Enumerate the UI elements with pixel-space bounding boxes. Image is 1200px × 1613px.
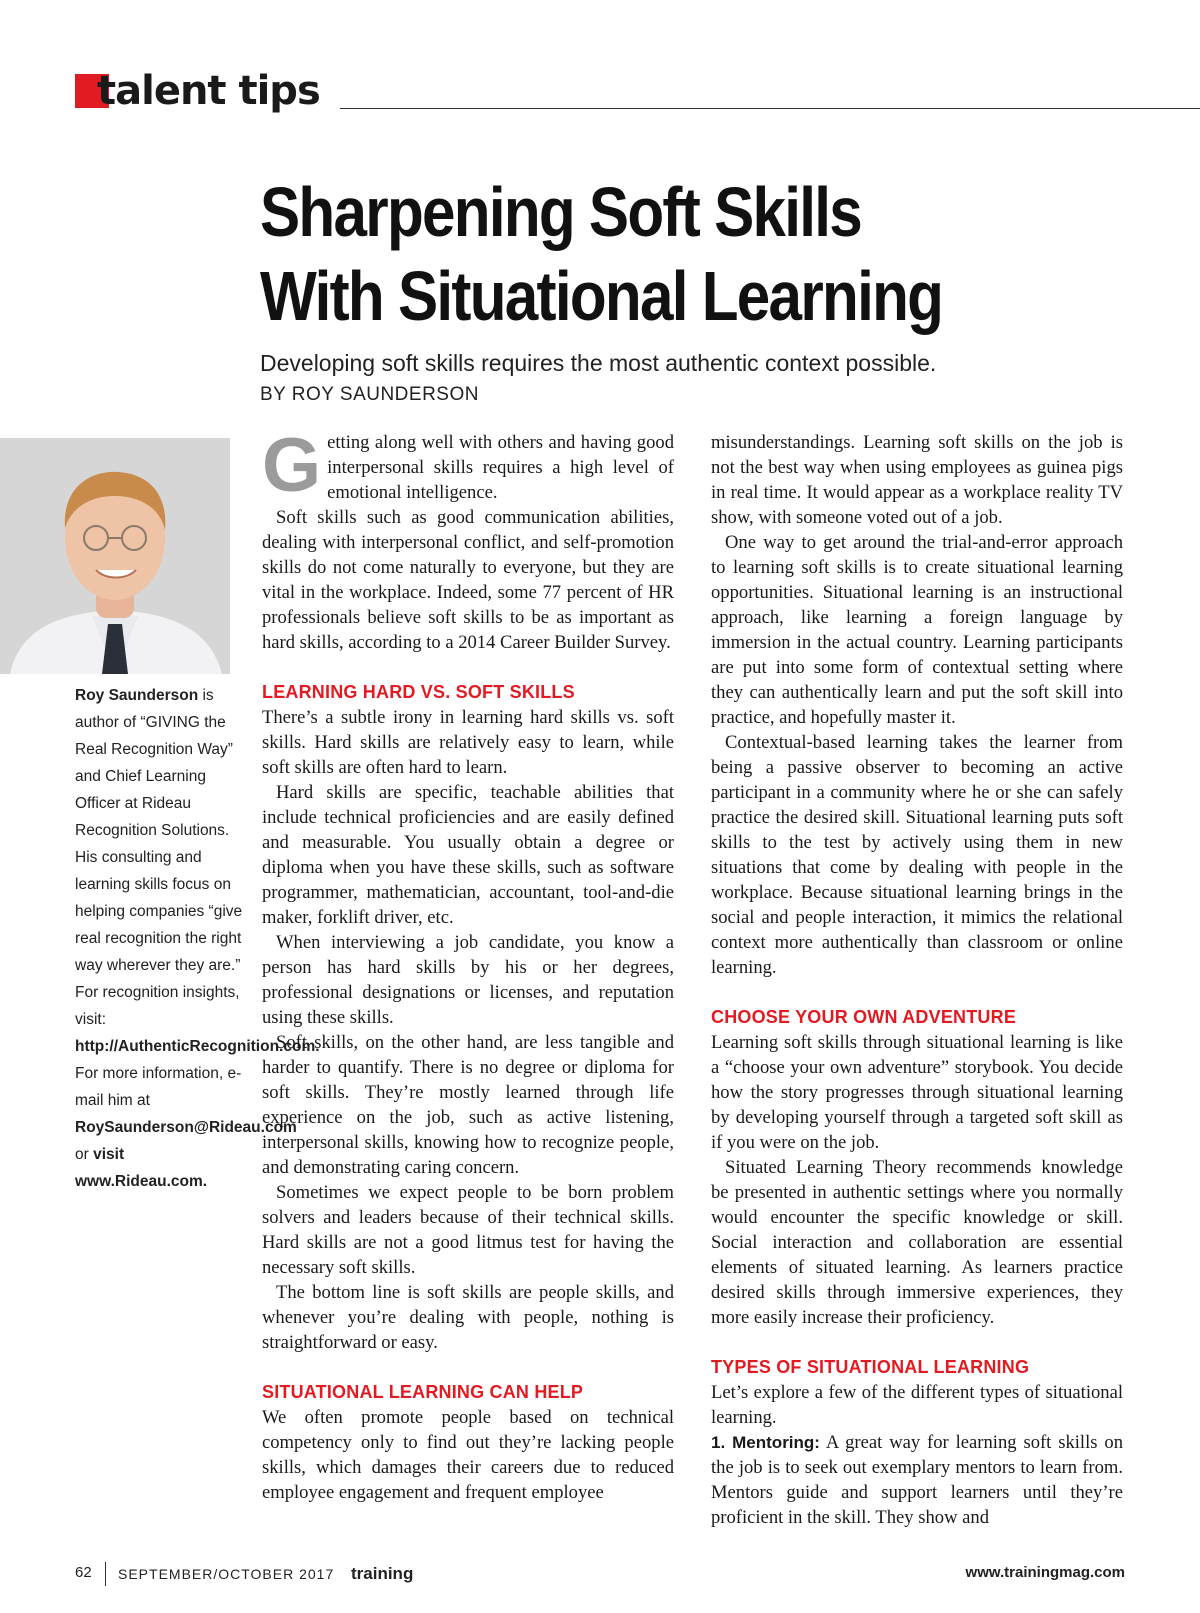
list-item-label: 1. Mentoring: [711, 1433, 820, 1452]
page-footer [75, 1562, 1125, 1588]
article-headline [260, 170, 1034, 338]
body-paragraph: There’s a subtle irony in learning hard skills vs. soft skills. Hard skills are relatively easy to learn, while soft skills are often hard to learn. [262, 707, 674, 778]
author-portrait-image [0, 438, 230, 674]
body-paragraph: Situated Learning Theory recommends knowledge be presented in authentic settings where you normally would encounter the specific knowledge or skill. Social interaction and collaboration are essential elements of situated learning. As learners practice desired skills through immersive experiences, they more easily increase their proficiency. [711, 1157, 1123, 1328]
author-photo [0, 438, 230, 674]
magazine-url[interactable]: www.trainingmag.com [965, 1564, 1125, 1581]
author-bio-text-3: or [75, 1146, 94, 1163]
body-paragraph: Learning soft skills through situational learning is like a “choose your own adventure” storybook. You decide how the story progresses through situational learning by developing yourself through a targeted soft skill as if you were on the job. [711, 1032, 1123, 1153]
author-bio-text-1: is author of “GIVING the Real Recognition Way” and Chief Learning Officer at Rideau Recognition Solutions. His consulting and learning skills focus on helping companies “give real recognition the right way wherever they are.” For recognition insights, visit: [75, 687, 243, 1028]
body-paragraph: Sometimes we expect people to be born problem solvers and leaders because of their technical skills. Hard skills are not a good litmus test for having the necessary soft skills. [262, 1182, 674, 1278]
issue-date: SEPTEMBER/OCTOBER 2017 [118, 1566, 335, 1582]
body-paragraph: We often promote people based on technical competency only to find out they’re lacking people skills, which damages their careers due to reduced employee engagement and frequent employee [262, 1407, 674, 1503]
body-paragraph: Let’s explore a few of the different types of situational learning. [711, 1382, 1123, 1428]
author-website-link[interactable]: http://AuthenticRecognition.com. [75, 1038, 320, 1055]
body-paragraph: When interviewing a job candidate, you know a person has hard skills by his or her degrees, professional designations or licenses, and reputation using these skills. [262, 932, 674, 1028]
body-paragraph: misunderstandings. Learning soft skills on the job is not the best way when using employees as guinea pigs in real time. It would appear as a workplace reality TV show, with someone voted out of a job. [711, 432, 1123, 528]
body-paragraph: Contextual-based learning takes the learner from being a passive observer to becoming an active participant in a community where he or she can safely practice the desired skill. Situational learning puts soft skills to the test by actively using them in new situations that come by dealing with people in the workplace. Because situational learning brings in the social and people interaction, it mimics the relational context more authentically than classroom or online learning. [711, 732, 1123, 978]
article-column-2 [711, 430, 1123, 1530]
article-deck: Developing soft skills requires the most authentic context possible. [260, 350, 937, 376]
drop-cap: G [262, 423, 322, 508]
author-name: Roy Saunderson [75, 687, 199, 704]
intro-paragraph [262, 423, 674, 508]
section-heading: CHOOSE YOUR OWN ADVENTURE [711, 1007, 1017, 1027]
magazine-name: training [351, 1564, 414, 1583]
author-bio-text-2: For more information, e-mail him at [75, 1065, 242, 1109]
headline-line-1: Sharpening Soft Skills [260, 173, 862, 251]
intro-text: etting along well with others and having good interpersonal skills requires a high level of emotional intelligence. [327, 432, 674, 503]
author-bio [75, 682, 320, 1195]
body-paragraph: Hard skills are specific, teachable abilities that include technical proficiencies and are easily defined and measurable. You usually obtain a degree or diploma when you have these skills, such as software programmer, mathematician, accountant, tool-and-die maker, forklift driver, etc. [262, 782, 674, 928]
body-paragraph: The bottom line is soft skills are people skills, and whenever you’re dealing with people, nothing is straightforward or easy. [262, 1282, 674, 1353]
article-column-1 [262, 423, 674, 1505]
author-email-link[interactable]: RoySaunderson@Rideau.com [75, 1119, 297, 1136]
article-byline: BY ROY SAUNDERSON [260, 384, 479, 405]
footer-divider [105, 1562, 106, 1586]
header-rule [340, 108, 1200, 109]
page-number: 62 [75, 1564, 92, 1581]
section-heading: TYPES OF SITUATIONAL LEARNING [711, 1357, 1030, 1377]
section-tag [75, 68, 320, 114]
body-paragraph: Soft skills, on the other hand, are less tangible and harder to quantify. There is no degree or diploma for soft skills. They’re mostly learned through life experience on the job, such as active listening, interpersonal skills, knowing how to recognize people, and demonstrating caring concern. [262, 1032, 674, 1178]
list-item-text: A great way for learning soft skills on the job is to seek out exemplary mentors to learn from. Mentors guide and support learners until they’re proficient in the skill. They show and [711, 1432, 1123, 1528]
body-paragraph: Soft skills such as good communication abilities, dealing with interpersonal conflict, and self-promotion skills do not come naturally to everyone, but they are vital in the workplace. Indeed, some 77 percent of HR professionals believe soft skills to be as important as hard skills, according to a 2014 Career Builder Survey. [262, 507, 674, 653]
section-heading: LEARNING HARD VS. SOFT SKILLS [262, 682, 575, 702]
headline-line-2: With Situational Learning [260, 257, 943, 335]
company-website-link[interactable]: visit www.Rideau.com. [75, 1146, 208, 1190]
section-tag-label: talent tips [97, 68, 320, 114]
numbered-paragraph [711, 1430, 1123, 1530]
section-heading: SITUATIONAL LEARNING CAN HELP [262, 1382, 584, 1402]
body-paragraph: One way to get around the trial-and-error approach to learning soft skills is to create situational learning opportunities. Situational learning is an instructional approach, like learning a foreign language by immersion in the actual country. Learning participants are put into some form of contextual setting where they can authentically learn and put the soft skill into practice, and hopefully master it. [711, 532, 1123, 728]
